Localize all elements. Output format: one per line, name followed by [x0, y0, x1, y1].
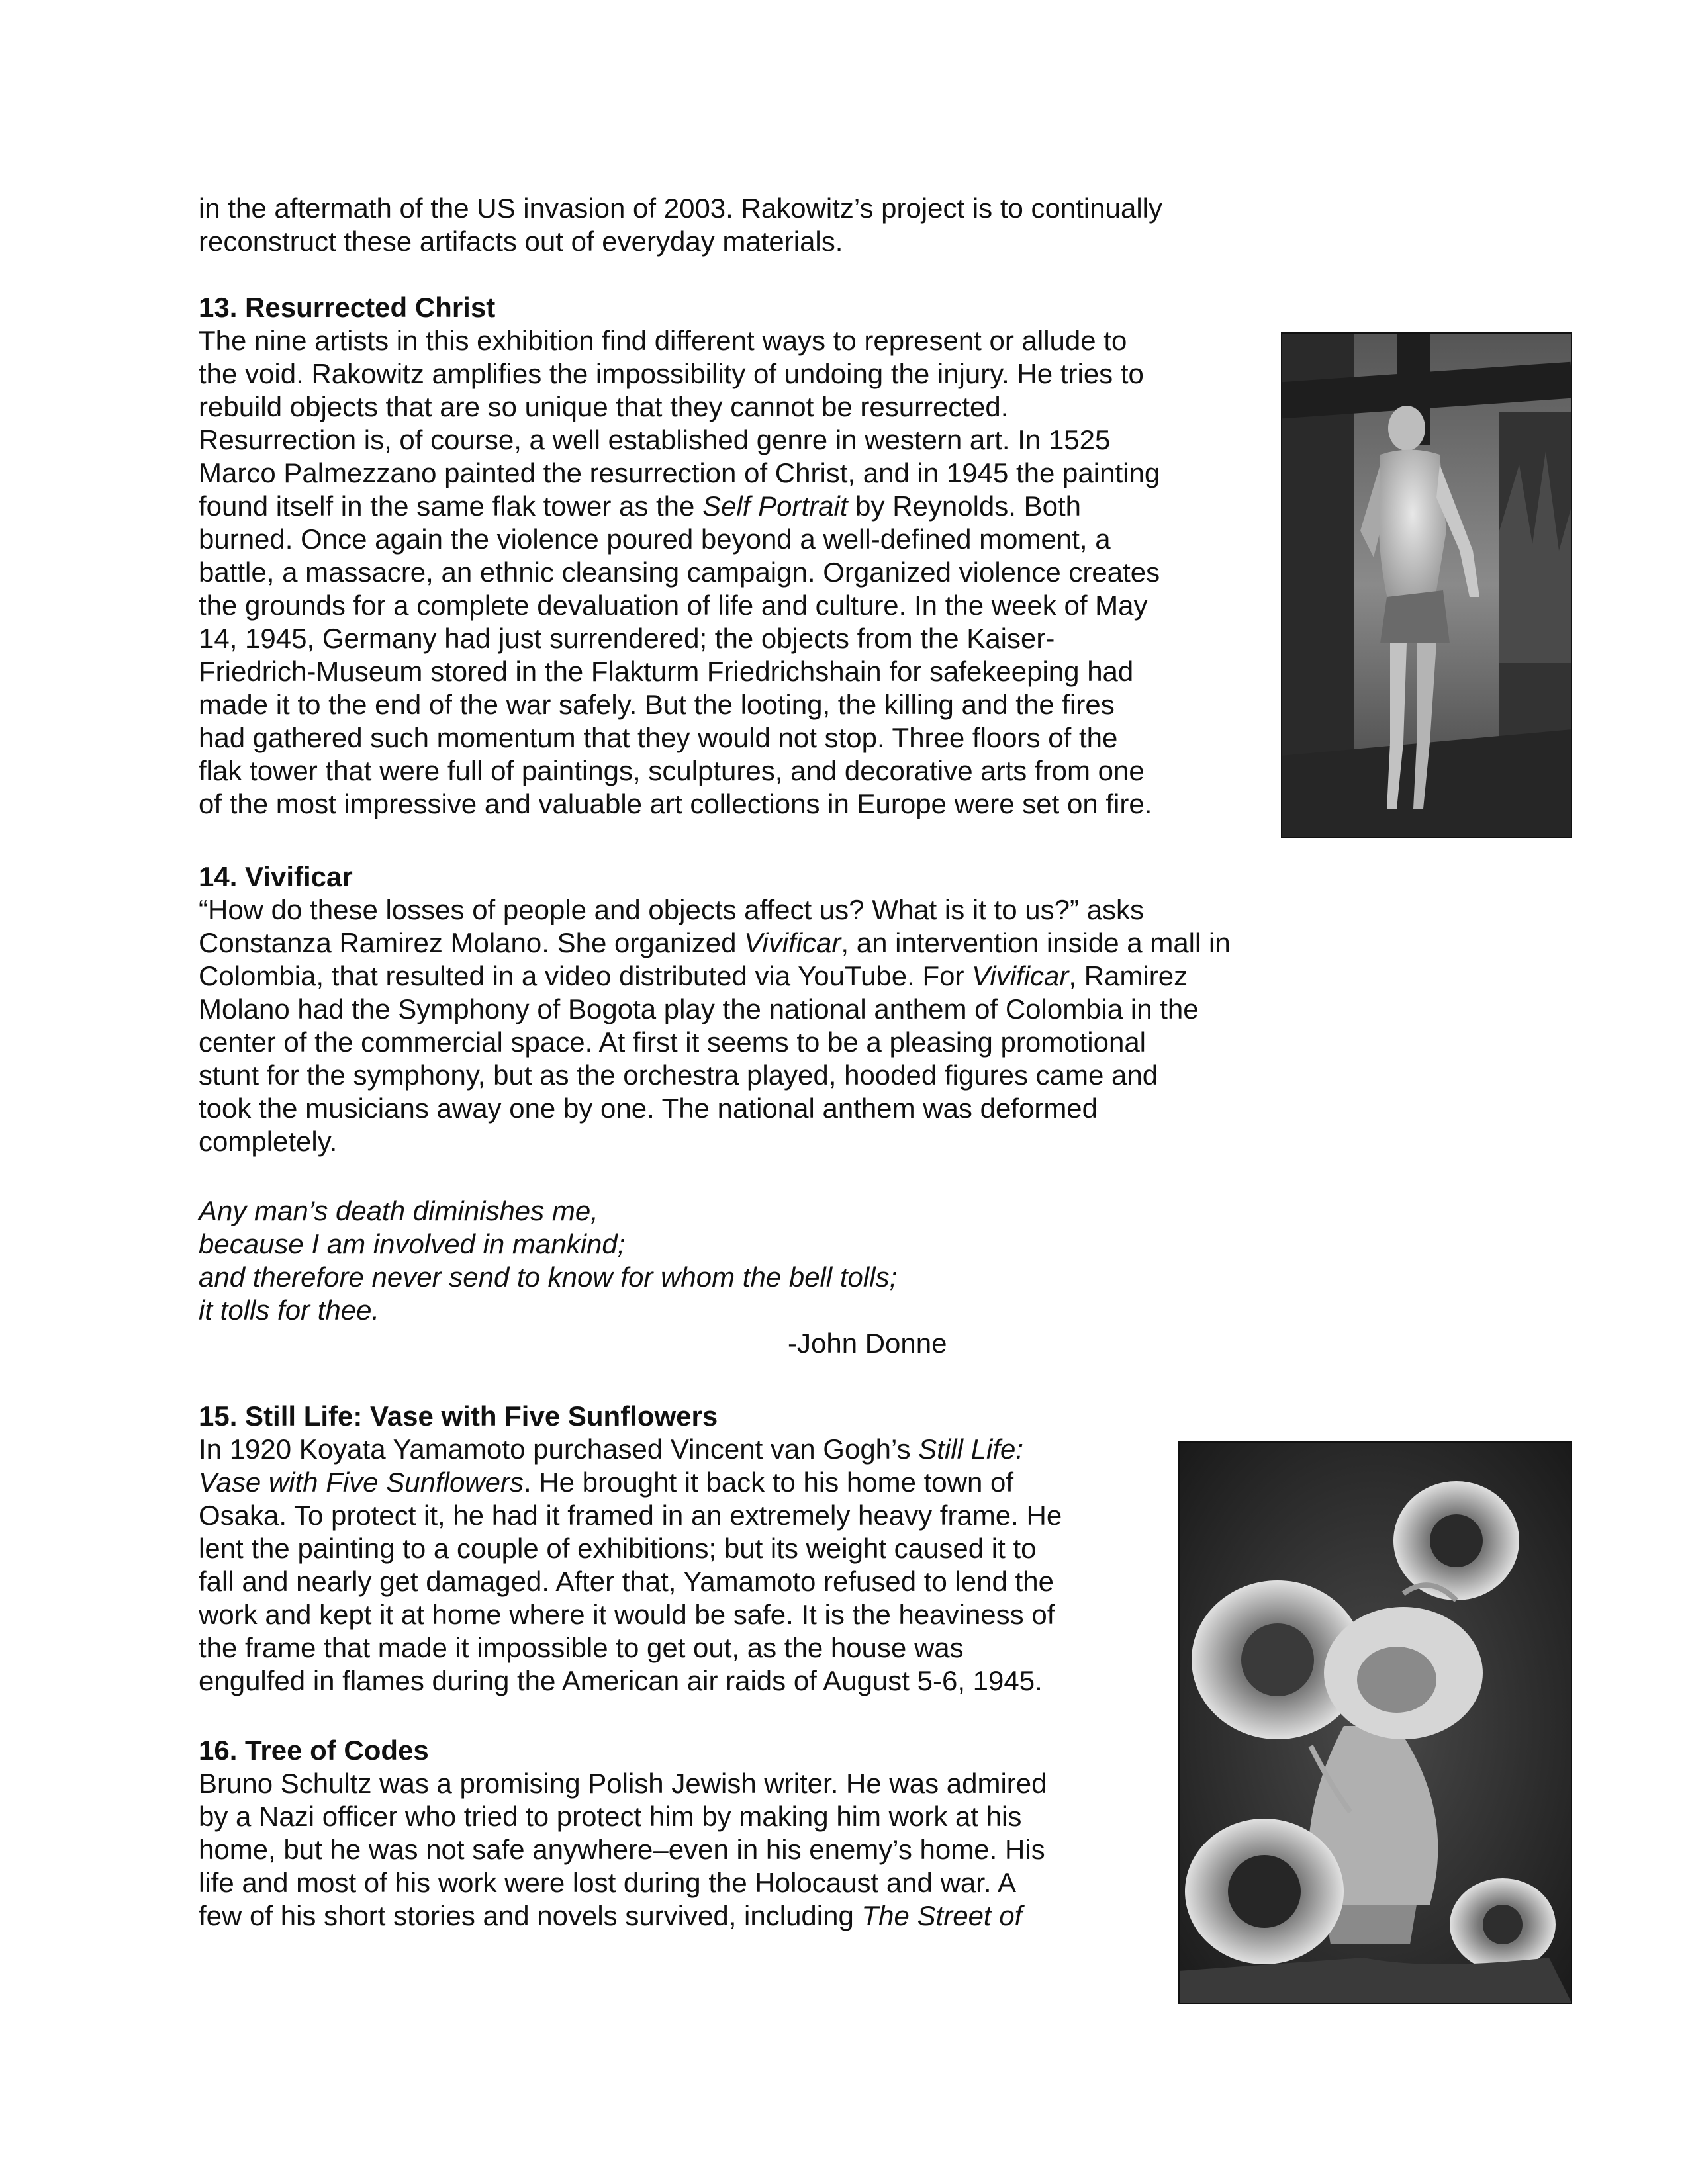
- poem-line: because I am involved in mankind;: [199, 1228, 626, 1259]
- section-16: [199, 1734, 1047, 1933]
- text-line: Molano had the Symphony of Bogota play the national anthem of Colombia in the: [199, 993, 1199, 1024]
- text-line: stunt for the symphony, but as the orchestra played, hooded figures came and: [199, 1060, 1158, 1091]
- section-13: [199, 291, 1160, 821]
- text-line: engulfed in flames during the American air raids of August 5-6, 1945.: [199, 1665, 1043, 1696]
- text-line: in the aftermath of the US invasion of 2003. Rakowitz’s project is to continually: [199, 193, 1162, 224]
- poem-attribution: -John Donne: [788, 1328, 947, 1359]
- text-line: In 1920 Koyata Yamamoto purchased Vincent van Gogh’s Still Life:: [199, 1433, 1024, 1465]
- text-line: reconstruct these artifacts out of everyday materials.: [199, 226, 843, 257]
- title-vase-sunflowers: Vase with Five Sunflowers: [199, 1467, 524, 1498]
- text-line: Friedrich-Museum stored in the Flakturm Friedrichshain for safekeeping had: [199, 656, 1134, 687]
- text-line: Bruno Schultz was a promising Polish Jewish writer. He was admired: [199, 1768, 1047, 1799]
- text-line: the void. Rakowitz amplifies the impossibility of undoing the injury. He tries to: [199, 358, 1144, 389]
- title-still-life: Still Life:: [918, 1433, 1024, 1465]
- resurrected-christ-painting: [1281, 332, 1572, 838]
- text-line: Osaka. To protect it, he had it framed in an extremely heavy frame. He: [199, 1500, 1062, 1531]
- text-line: center of the commercial space. At first it seems to be a pleasing promotional: [199, 1026, 1147, 1058]
- section-14: [199, 860, 1231, 1158]
- text-line: lent the painting to a couple of exhibitions; but its weight caused it to: [199, 1533, 1037, 1564]
- section-heading: 15. Still Life: Vase with Five Sunflowers: [199, 1400, 718, 1432]
- text-line: of the most impressive and valuable art collections in Europe were set on fire.: [199, 788, 1152, 819]
- intro-paragraph: [199, 192, 1162, 258]
- text-line: work and kept it at home where it would be safe. It is the heaviness of: [199, 1599, 1055, 1630]
- text-line: Constanza Ramirez Molano. She organized Vivificar, an intervention inside a mall in: [199, 927, 1231, 958]
- text-line: made it to the end of the war safely. But the looting, the killing and the fires: [199, 689, 1115, 720]
- title-street-of: The Street of: [861, 1900, 1023, 1931]
- text-line: completely.: [199, 1126, 338, 1157]
- text-line: Marco Palmezzano painted the resurrection of Christ, and in 1945 the painting: [199, 457, 1160, 488]
- section-heading: 14. Vivificar: [199, 861, 353, 892]
- text-line: found itself in the same flak tower as the Self Portrait by Reynolds. Both: [199, 490, 1082, 522]
- text-line: the frame that made it impossible to get out, as the house was: [199, 1632, 964, 1663]
- text-line: few of his short stories and novels survived, including The Street of: [199, 1900, 1023, 1931]
- text-line: by a Nazi officer who tried to protect him by making him work at his: [199, 1801, 1022, 1832]
- text-line: “How do these losses of people and objects affect us? What is it to us?” asks: [199, 894, 1144, 925]
- text-line: had gathered such momentum that they would not stop. Three floors of the: [199, 722, 1118, 753]
- title-self-portrait: Self Portrait: [702, 490, 848, 522]
- text-line: flak tower that were full of paintings, sculptures, and decorative arts from one: [199, 755, 1145, 786]
- poem-line: Any man’s death diminishes me,: [199, 1195, 598, 1226]
- poem-line: and therefore never send to know for whom the bell tolls;: [199, 1261, 898, 1293]
- title-vivificar: Vivificar: [744, 927, 841, 958]
- text-line: Colombia, that resulted in a video distributed via YouTube. For Vivificar, Ramirez: [199, 960, 1188, 991]
- text-line: took the musicians away one by one. The national anthem was deformed: [199, 1093, 1098, 1124]
- text-line: 14, 1945, Germany had just surrendered; the objects from the Kaiser-: [199, 623, 1055, 654]
- title-vivificar: Vivificar: [972, 960, 1069, 991]
- section-heading: 13. Resurrected Christ: [199, 292, 496, 323]
- text-line: life and most of his work were lost during the Holocaust and war. A: [199, 1867, 1016, 1898]
- painting-image: [1281, 332, 1572, 838]
- poem-quote: [199, 1195, 897, 1327]
- text-line: The nine artists in this exhibition find different ways to represent or allude to: [199, 325, 1127, 356]
- section-15: [199, 1400, 1062, 1698]
- text-line: Vase with Five Sunflowers. He brought it back to his home town of: [199, 1467, 1014, 1498]
- section-heading: 16. Tree of Codes: [199, 1735, 429, 1766]
- painting-image: [1178, 1441, 1572, 2004]
- text-line: fall and nearly get damaged. After that, Yamamoto refused to lend the: [199, 1566, 1054, 1597]
- text-line: battle, a massacre, an ethnic cleansing campaign. Organized violence creates: [199, 557, 1160, 588]
- text-line: the grounds for a complete devaluation of life and culture. In the week of May: [199, 590, 1148, 621]
- poem-line: it tolls for thee.: [199, 1295, 380, 1326]
- text-line: Resurrection is, of course, a well established genre in western art. In 1525: [199, 424, 1111, 455]
- sunflowers-painting: [1178, 1441, 1572, 2004]
- text-line: home, but he was not safe anywhere–even in his enemy’s home. His: [199, 1834, 1045, 1865]
- text-line: rebuild objects that are so unique that they cannot be resurrected.: [199, 391, 1009, 422]
- text-line: burned. Once again the violence poured beyond a well-defined moment, a: [199, 523, 1111, 555]
